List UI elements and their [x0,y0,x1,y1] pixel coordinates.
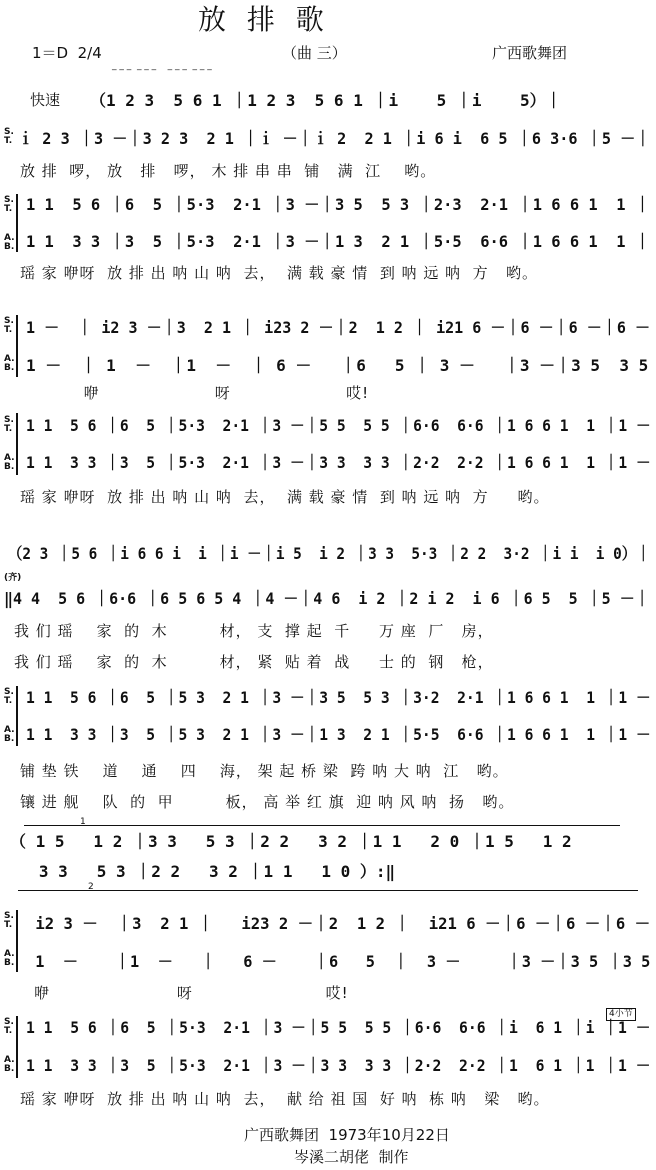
tempo-marking: 快速 [30,91,61,109]
system-bracket [16,194,18,252]
staff-lower: 1 － ｜1 － ｜ 6 － ｜6 5 ｜ 3 － ｜3 －｜3 5 ｜3 5 [26,952,651,971]
staff-line-1: ‖4 4 5 6 ｜6·6 ｜6 5 6 5 4 ｜4 －｜4 6 i 2 ｜2 i 2 i 6 ｜6 5 5 ｜5 －｜ [4,589,650,608]
system-bracket [16,910,18,972]
voice-label: S. T. A. B. [4,316,15,374]
song-title: 放 排 歌 [198,3,330,36]
volta-number-1: 1 [80,817,86,827]
lyric-line: 瑶 家 咿呀 放 排 出 呐 山 呐 去， 满 载 豪 情 到 呐 远 呐 方 哟。 [20,488,550,506]
staff-lower: 1 1 3 3 ｜3 5 ｜5·3 2·1 ｜3 －｜3 3 3 3 ｜2·2 2·2 ｜1 6 6 1 1 ｜1 － [26,453,651,472]
lyric-line: 瑶 家 咿呀 放 排 出 呐 山 呐 去， 满 载 豪 情 到 呐 远 呐 方 哟。 [20,264,538,282]
voice-label: S. T. A. B. [4,911,15,969]
system-bracket [16,686,18,746]
voice-label: S. T. A. B. [4,415,15,473]
lyric-line: 瑶 家 咿呀 放 排 出 呐 山 呐 去， 献 给 祖 国 好 呐 栋 呐 梁 哟。 [20,1090,550,1108]
staff-upper: 1 1 5 6 ｜6 5 ｜5·3 2·1 ｜3 －｜3 5 5 3 ｜2·3 2·1 ｜1 6 6 1 1 ｜ [26,195,651,214]
lyric-line: 放 排 啰， 放 排 啰， 木 排 串 串 铺 满 江 哟。 [20,162,437,180]
volta-bracket-2 [18,890,638,891]
voice-label: S. T. A. B. [4,195,15,253]
key-time-signature: 1＝D 2/4 [32,44,102,62]
footer-producer: 岑溪二胡佬 制作 [294,1148,409,1166]
volta-bracket-1 [24,825,620,826]
bar-count-annotation: 4小节 [606,1008,636,1021]
lyric-verse-2: 我 们 瑶 家 的 木 材， 紧 贴 着 战 士 的 钢 枪， [14,653,494,671]
staff-upper: 1 1 5 6 ｜6 5 ｜5·3 2·1 ｜3 －｜5 5 5 5 ｜6·6 6·6 ｜1 6 6 1 1 ｜1 － [26,416,651,435]
system-bracket [16,1016,18,1078]
interlude-notes: （2 3 ｜5 6 ｜i 6 6 i i ｜i －｜i 5 i 2 ｜3 3 5·3 ｜2 2 3·2 ｜i i i 0）｜ [8,544,651,563]
volta-number-2: 2 [88,882,94,892]
intro-notes: （1 2 3 5 6 1 ｜1 2 3 5 6 1 ｜i 5 ｜i 5）｜ [90,91,562,110]
lyric-verse-1: 我 们 瑶 家 的 木 材， 支 撑 起 千 万 座 厂 房， [14,622,494,640]
bass-line-1: （ 1 5 1 2 ｜3 3 5 3 ｜2 2 3 2 ｜1 1 2 0 ｜1 5 1 2 [10,832,572,851]
staff-lower: 1 1 3 3 ｜3 5 ｜5·3 2·1 ｜3 －｜1 3 2 1 ｜5·5 6·6 ｜1 6 6 1 1 ｜ [26,232,651,251]
subtitle: （曲 三） [282,44,347,62]
lyric-line: 咿 呀 哎! [20,384,370,402]
staff-lower: 1 － ｜ 1 － ｜1 － ｜ 6 － ｜6 5 ｜ 3 － ｜3 －｜3 5 3 5 [26,356,649,375]
voice-label: S. T. A. B. [4,687,15,745]
staff-lower: 1 1 3 3 ｜3 5 ｜5 3 2 1 ｜3 －｜1 3 2 1 ｜5·5 6·6 ｜1 6 6 1 1 ｜1 － [26,725,651,744]
footer-credit-date: 广西歌舞团 1973年10月22日 [244,1126,450,1144]
staff-line-1: ｉ 2 3 ｜3 －｜3 2 3 2 1 ｜ｉ －｜ｉ 2 2 1 ｜i 6 i 6 5 ｜6 3·6 ｜5 －｜ [18,129,651,148]
lyric-verse-2: 镶 进 舰 队 的 甲 板， 高 举 红 旗 迎 呐 风 呐 扬 哟。 [20,793,515,811]
staff-upper: 1 － ｜ i2 3 －｜3 2 1 ｜ i23 2 －｜2 1 2 ｜ i21 6 －｜6 －｜6 －｜6 － [26,318,651,337]
staff-lower: 1 1 3 3 ｜3 5 ｜5·3 2·1 ｜3 －｜3 3 3 3 ｜2·2 2·2 ｜1 6 1 ｜1 ｜1 － [26,1056,651,1075]
voice-label: S. T. A. B. [4,1017,15,1075]
staff-upper: 1 1 5 6 ｜6 5 ｜5·3 2·1 ｜3 －｜5 5 5 5 ｜6·6 6·6 ｜i 6 1 ｜i ｜1 － [26,1018,651,1037]
ensemble-name: 广西歌舞团 [492,44,568,62]
staff-upper: i2 3 － ｜3 2 1 ｜ i23 2 －｜2 1 2 ｜ i21 6 －｜6 －｜6 －｜6 － [26,914,651,933]
triplet-dashes: ‾ ‾ ‾ ‾ ‾ ‾ ‾ ‾ ‾ ‾ ‾ ‾ [112,69,212,79]
staff-upper: 1 1 5 6 ｜6 5 ｜5 3 2 1 ｜3 －｜3 5 5 3 ｜3·2 2·1 ｜1 6 6 1 1 ｜1 － [26,688,651,707]
voice-label: S. T. [4,127,14,147]
system-bracket [16,315,18,377]
unison-label: (齐) [4,573,22,583]
bass-line-2: 3 3 5 3 ｜2 2 3 2 ｜1 1 1 0 ）:‖ [10,862,396,881]
lyric-verse-1: 铺 垫 铁 道 通 四 海， 架 起 桥 梁 跨 呐 大 呐 江 哟。 [20,762,509,780]
system-bracket [16,413,18,475]
lyric-line: 咿 呀 哎! [34,984,349,1002]
